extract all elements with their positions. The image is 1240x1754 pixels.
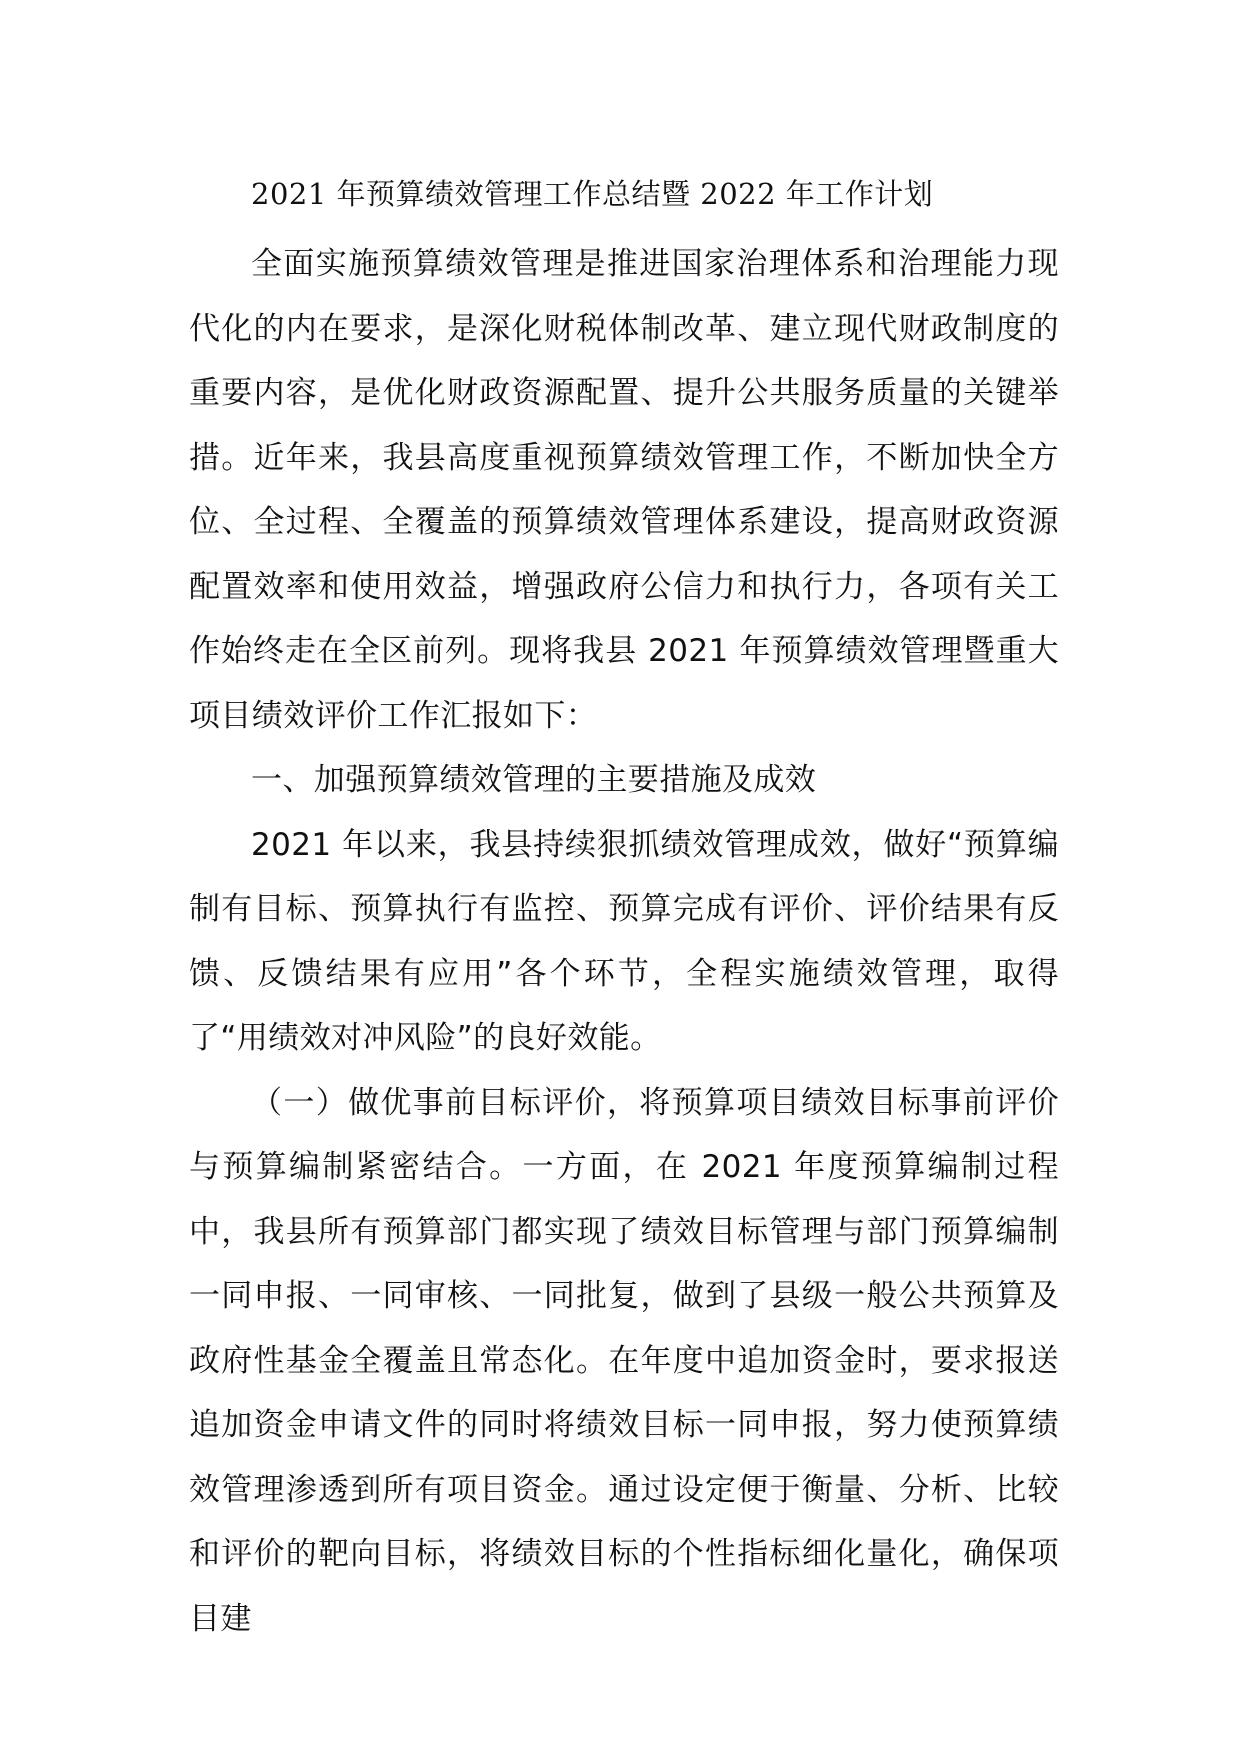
section-1-paragraph: 2021 年以来，我县持续狠抓绩效管理成效，做好“预算编制有目标、预算执行有监控、预算完成有评价、评价结果有反馈、反馈结果有应用”各个环节，全程实施绩效管理，取得了“用绩效对冲风险”的良好效能。 xyxy=(189,826,1059,1056)
intro-paragraph: 全面实施预算绩效管理是推进国家治理体系和治理能力现代化的内在要求，是深化财税体制改革、建立现代财政制度的重要内容，是优化财政资源配置、提升公共服务质量的关键举措。近年来，我县高度重视预算绩效管理工作，不断加快全方位、全过程、全覆盖的预算绩效管理体系建设，提高财政资源配置效率和使用效益，增强政府公信力和执行力，各项有关工作始终走在全区前列。现将我县 2021 年预算绩效管理暨重大项目绩效评价工作汇报如下： xyxy=(189,246,1059,734)
section-heading-1: 一、加强预算绩效管理的主要措施及成效 xyxy=(251,762,817,798)
subsection-1-paragraph: （一）做优事前目标评价，将预算项目绩效目标事前评价与预算编制紧密结合。一方面，在 2021 年度预算编制过程中，我县所有预算部门都实现了绩效目标管理与部门预算编制一同申报、一同审核、一同批复，做到了县级一般公共预算及政府性基金全覆盖且常态化。在年度中追加资金时，要求报送追加资金申请文件的同时将绩效目标一同申报，努力使预算绩效管理渗透到所有项目资金。通过设定便于衡量、分析、比较和评价的靶向目标，将绩效目标的个性指标细化量化，确保项目建 xyxy=(189,1084,1059,1637)
document-title: 2021 年预算绩效管理工作总结暨 2022 年工作计划 xyxy=(251,177,934,211)
document-page xyxy=(189,162,1059,1651)
